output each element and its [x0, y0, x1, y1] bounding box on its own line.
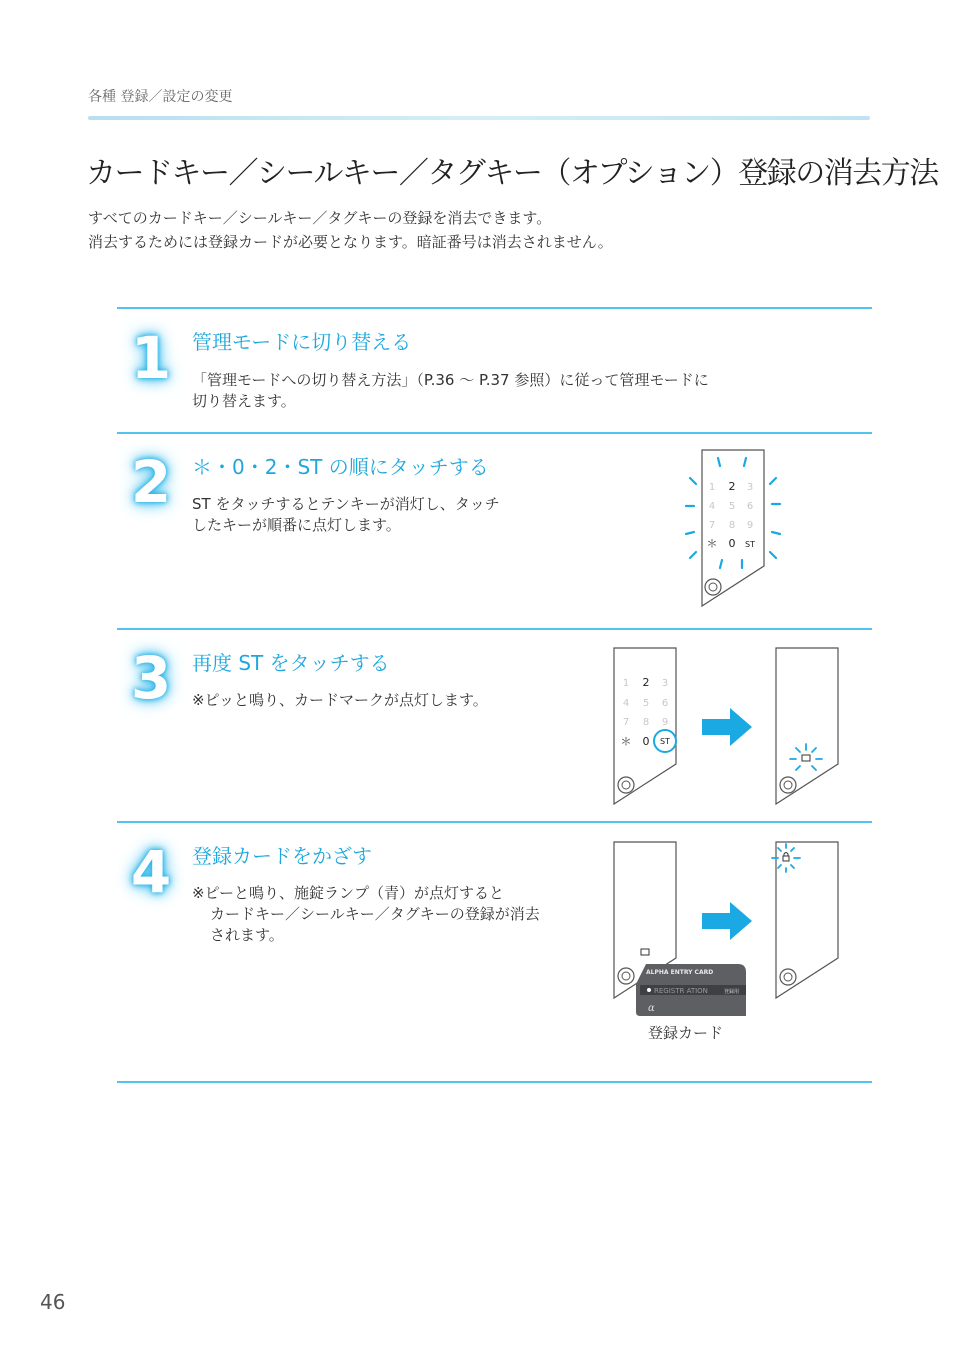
step-title: 登録カードをかざす [192, 844, 372, 868]
step-divider [117, 1081, 872, 1083]
key-9: 9 [661, 717, 669, 728]
step-desc-line: 切り替えます。 [192, 392, 296, 410]
intro-text [88, 206, 613, 254]
page-number: 46 [40, 1290, 66, 1314]
key-8: 8 [642, 717, 650, 728]
key-7: 7 [622, 717, 630, 728]
header-divider [88, 116, 870, 120]
card-brand: ALPHA ENTRY CARD [646, 969, 714, 976]
step-number: 2 [130, 448, 172, 516]
page-title: カードキー／シールキー／タグキー（オプション）登録の消去方法 [86, 156, 938, 191]
key-5: 5 [728, 501, 736, 512]
key-4: 4 [622, 698, 630, 709]
step-desc-line: カードキー／シールキー／タグキーの登録が消去 [210, 905, 540, 923]
key-3: 3 [661, 678, 669, 689]
key-6: 6 [746, 501, 754, 512]
step-number: 1 [130, 324, 172, 392]
arrow-right-icon [702, 708, 752, 746]
step-desc-line: 「管理モードへの切り替え方法」（P.36 ～ P.37 参照）に従って管理モードに [192, 371, 709, 389]
key-2: 2 [728, 480, 736, 493]
step-number: 4 [130, 838, 172, 906]
key-1: 1 [622, 678, 630, 689]
lock-panel-card-lit-illustration [774, 646, 844, 806]
step-divider [117, 307, 872, 309]
step-title: 再度 ST をタッチする [192, 651, 390, 675]
step-description [192, 494, 500, 536]
key-0: 0 [642, 735, 650, 748]
step-divider [117, 821, 872, 823]
step-desc-line: されます。 [210, 926, 284, 944]
lock-panel-illustration [682, 446, 782, 614]
step-desc-line: ST をタッチするとテンキーが消灯し、タッチ [192, 495, 500, 513]
key-2: 2 [642, 676, 650, 689]
alpha-logo-icon: α [648, 1003, 655, 1014]
lock-panel-st-illustration [612, 646, 682, 806]
key-3: 3 [746, 482, 754, 493]
step-divider [117, 432, 872, 434]
registration-card [636, 964, 746, 1016]
step-title: 管理モードに切り替える [192, 330, 412, 354]
key-4: 4 [708, 501, 716, 512]
step-title: ＊・0・2・ST の順にタッチする [192, 455, 489, 479]
card-caption: 登録カード [648, 1024, 724, 1042]
intro-line-2: 消去するためには登録カードが必要となります。暗証番号は消去されません。 [88, 233, 613, 251]
card-stripe-tag: 登録用 [724, 989, 740, 995]
key-star: ＊ [620, 735, 632, 748]
step-desc-line: ※ピッと鳴り、カードマークが点灯します。 [192, 691, 488, 709]
step-divider [117, 628, 872, 630]
key-star: ＊ [706, 537, 718, 550]
key-6: 6 [661, 698, 669, 709]
key-st: ST [745, 540, 755, 549]
step-desc-line: したキーが順番に点灯します。 [192, 516, 401, 534]
key-9: 9 [746, 520, 754, 531]
key-5: 5 [642, 698, 650, 709]
breadcrumb: 各種 登録／設定の変更 [88, 89, 233, 105]
arrow-right-icon [702, 902, 752, 940]
key-0: 0 [728, 537, 736, 550]
card-stripe: REGISTR ATION [654, 987, 708, 995]
key-1: 1 [708, 482, 716, 493]
intro-line-1: すべてのカードキー／シールキー／タグキーの登録を消去できます。 [88, 209, 552, 227]
key-7: 7 [708, 520, 716, 531]
lock-panel-lamp-lit-illustration [764, 838, 844, 1000]
step-number: 3 [130, 644, 172, 712]
step-description [192, 883, 540, 946]
step-description [192, 690, 488, 711]
key-8: 8 [728, 520, 736, 531]
step-description [192, 370, 709, 412]
step-desc-line: ※ピーと鳴り、施錠ランプ（青）が点灯すると [192, 884, 504, 902]
key-st: ST [660, 737, 670, 746]
